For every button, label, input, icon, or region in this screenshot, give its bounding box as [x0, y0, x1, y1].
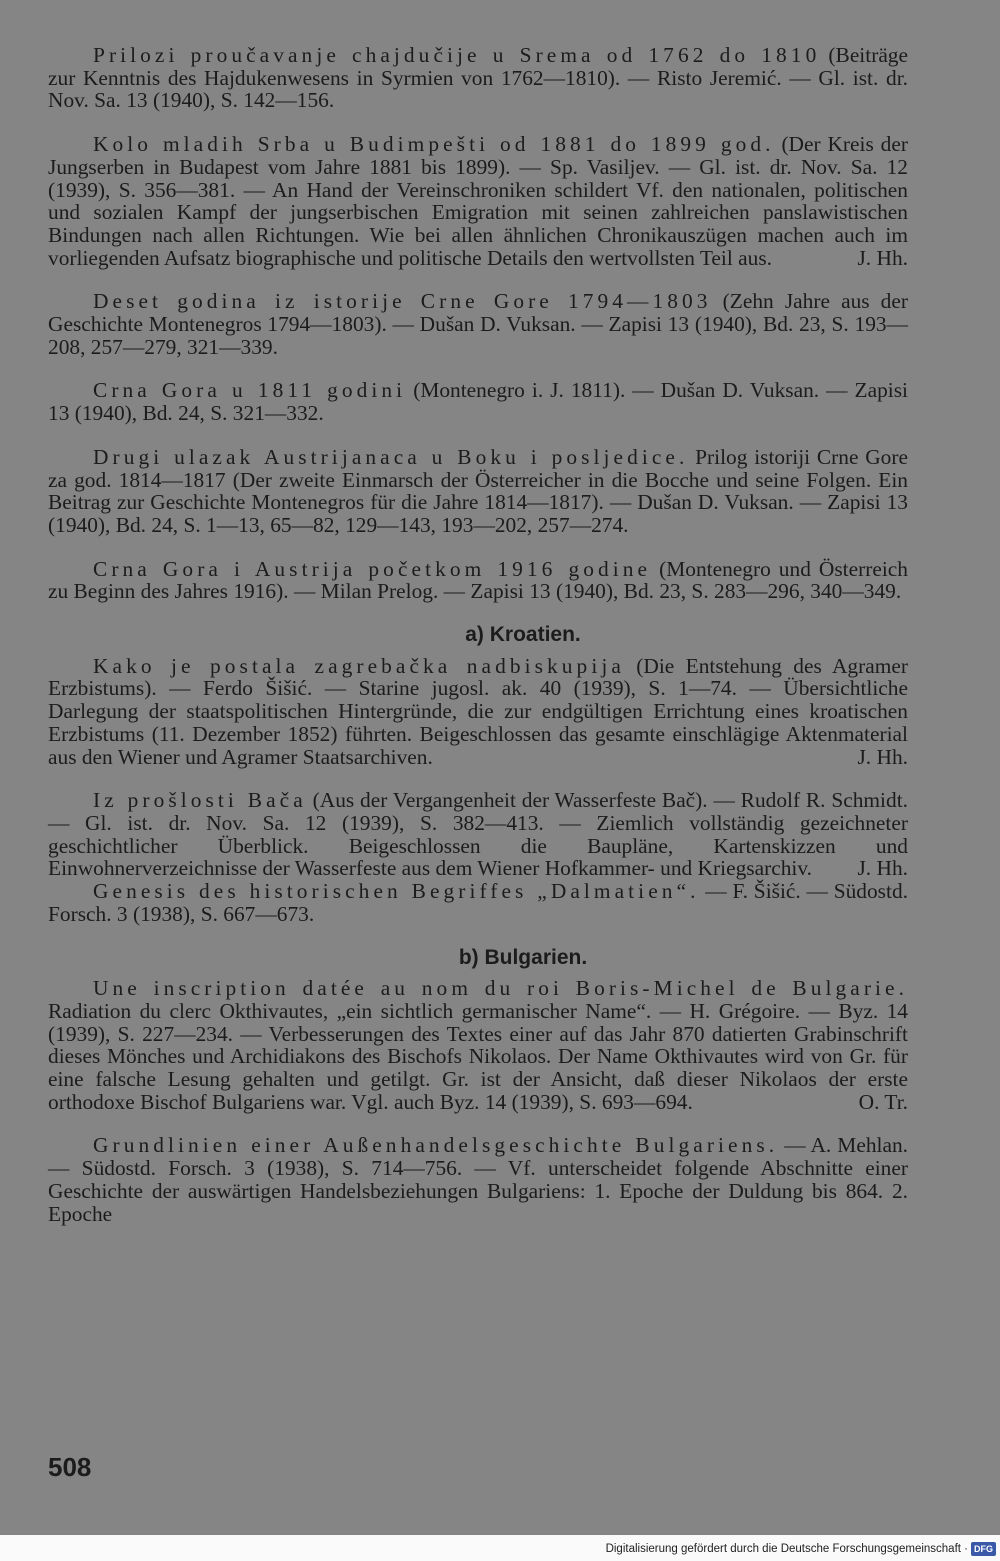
- section-heading-bulgarien: b) Bulgarien.: [458, 945, 588, 969]
- entry-body: — F. Šišić. — Südostd. Forsch. 3 (1938), S. 667—673.: [48, 879, 908, 926]
- entry-body: (Montenegro und Österreich zu Beginn des Jahres 1916). — Milan Prelog. — Zapisi 13 (1940), Bd. 23, S. 283—296, 340—349.: [48, 556, 908, 604]
- reviewer-signature: J. Hh.: [857, 245, 908, 270]
- entry-title: Kolo mladih Srba u Budimpešti od 1881 do 1899 god.: [93, 132, 775, 157]
- page-number: 508: [48, 1452, 92, 1482]
- entry-drugi-ulazak: [48, 446, 908, 537]
- entry-title: Crna Gora i Austrija početkom 1916 godine: [93, 556, 652, 581]
- footer-text: Digitalisierung gefördert durch die Deutsche Forschungsgemeinschaft ·: [605, 1543, 968, 1555]
- entry-body: (Montenegro i. J. 1811). — Dušan D. Vuksan. — Zapisi 13 (1940), Bd. 24, S. 321—332.: [48, 378, 908, 426]
- entry-body: — A. Mehlan. — Südostd. Forsch. 3 (1938), S. 714—756. — Vf. unterscheidet folgende Abschnitte einer Geschichte der auswärtigen Handelsbeziehungen Bulgariens: 1. Epoche der Duldung bis 864. 2. Epoche: [48, 1133, 908, 1226]
- entry-body: Prilog istoriji Crne Gore za god. 1814—1817 (Der zweite Einmarsch der Österreicher in die Bocche und seine Folgen. Ein Beitrag zur Geschichte Montenegros für die Jahre 1814—1817). — Dušan D. Vuksan. — Zapisi 13 (1940), Bd. 24, S. 1—13, 65—82, 129—143, 193—202, 257—274.: [48, 444, 908, 537]
- reviewer-signature: O. Tr.: [858, 1089, 908, 1114]
- entry-title: Une inscription datée au nom du roi Boris-Michel de Bulgarie.: [93, 976, 908, 1001]
- entry-title: Drugi ulazak Austrijanaca u Boku i posljedice.: [93, 444, 689, 469]
- entry-kolo-mladih-srba: [48, 133, 908, 269]
- entry-title: Iz prošlosti Bača: [93, 788, 307, 813]
- entry-title: Kako je postala zagrebačka nadbiskupija: [93, 653, 625, 678]
- entry-body: (Beiträge zur Kenntnis des Hajdukenwesens in Syrmien von 1762—1810). — Risto Jeremić. — Gl. ist. dr. Nov. Sa. 13 (1940), S. 142—156.: [48, 43, 908, 113]
- digitization-footer: [606, 1540, 996, 1558]
- entry-genesis-dalmatien: [48, 880, 908, 925]
- entry-title: Grundlinien einer Außenhandelsgeschichte Bulgariens.: [93, 1133, 779, 1158]
- entry-body: (Aus der Vergangenheit der Wasserfeste Bač). — Rudolf R. Schmidt. — Gl. ist. dr. Nov. Sa. 12 (1939), S. 382—413. — Ziemlich vollständig gezeichneter geschichtlicher Überblick. Beigeschlossen die Baupläne, Kartenskizzen und Einwohnerverzeichnisse der Wasserfeste aus dem Wiener Hofkammer- und Kriegsarchiv.: [48, 788, 908, 881]
- entry-zagrebacka-nadbiskupija: [48, 655, 908, 769]
- reviewer-signature: J. Hh.: [857, 744, 908, 769]
- entry-title: Deset godina iz istorije Crne Gore 1794—1803: [93, 289, 712, 314]
- entry-body: (Der Kreis der Jungserben in Budapest vom Jahre 1881 bis 1899). — Sp. Vasiljev. — Gl. ist. dr. Nov. Sa. 12 (1939), S. 356—381. — An Hand der Vereinschroniken schildert Vf. den nationalen, politischen und sozialen Kampf der jungserbischen Emigration mit seinen zahlreichen panslawistischen Bindungen nach allen Richtungen. Wie bei allen ähnlichen Chronikauszügen machen auch im vorliegenden Aufsatz biographische und politische Details den wertvollsten Teil aus.: [48, 132, 908, 270]
- entry-inscription-boris: [48, 977, 908, 1113]
- section-heading-kroatien: a) Kroatien.: [465, 623, 581, 647]
- entry-body: (Zehn Jahre aus der Geschichte Montenegros 1794—1803). — Dušan D. Vuksan. — Zapisi 13 (1940), Bd. 23, S. 193—208, 257—279, 321—339.: [48, 289, 908, 359]
- entry-crna-gora-austrija: [48, 558, 908, 603]
- entry-aussenhandelsgeschichte: [48, 1134, 908, 1225]
- entry-title: Crna Gora u 1811 godini: [93, 378, 407, 403]
- entry-body: (Die Entstehung des Agramer Erzbistums). — Ferdo Šišić. — Starine jugosl. ak. 40 (1939), S. 1—74. — Übersichtliche Darlegung der staatspolitischen Hintergründe, die zur endgültigen Errichtung eines kroatischen Erzbistums (11. Dezember 1852) führten. Beigeschlossen das gesamte einschlägige Aktenmaterial aus den Wiener und Agramer Staatsarchiven.: [48, 653, 908, 769]
- entry-hajducija: [48, 44, 908, 112]
- entry-body: Radiation du clerc Okthivautes, „ein sichtlich germanischer Name“. — H. Grégoire. — Byz. 14 (1939), S. 227—234. — Verbesserungen des Textes einer auf das Jahr 870 datierten Grabinschrift dieses Mönches und Archidiakons des Bischofs Nikolaos. Der Name Okthivautes wird von Gr. für eine falsche Lesung gehalten und getilgt. Gr. ist der Ansicht, daß dieser Nikolaos der erste orthodoxe Bischof Bulgariens war. Vgl. auch Byz. 14 (1939), S. 693—694.: [48, 998, 908, 1114]
- bibliography-text: [48, 44, 908, 1246]
- entry-title: Genesis des historischen Begriffes „Dalmatien“.: [93, 879, 700, 904]
- reviewer-signature: J. Hh.: [857, 856, 908, 881]
- dfg-logo-icon: DFG: [971, 1542, 996, 1556]
- entry-title: Prilozi proučavanje chajdučije u Srema od 1762 do 1810: [93, 43, 821, 67]
- entry-iz-proslosti-baca: [48, 789, 908, 880]
- entry-crna-gora-1811: [48, 379, 908, 424]
- entry-deset-godina: [48, 290, 908, 358]
